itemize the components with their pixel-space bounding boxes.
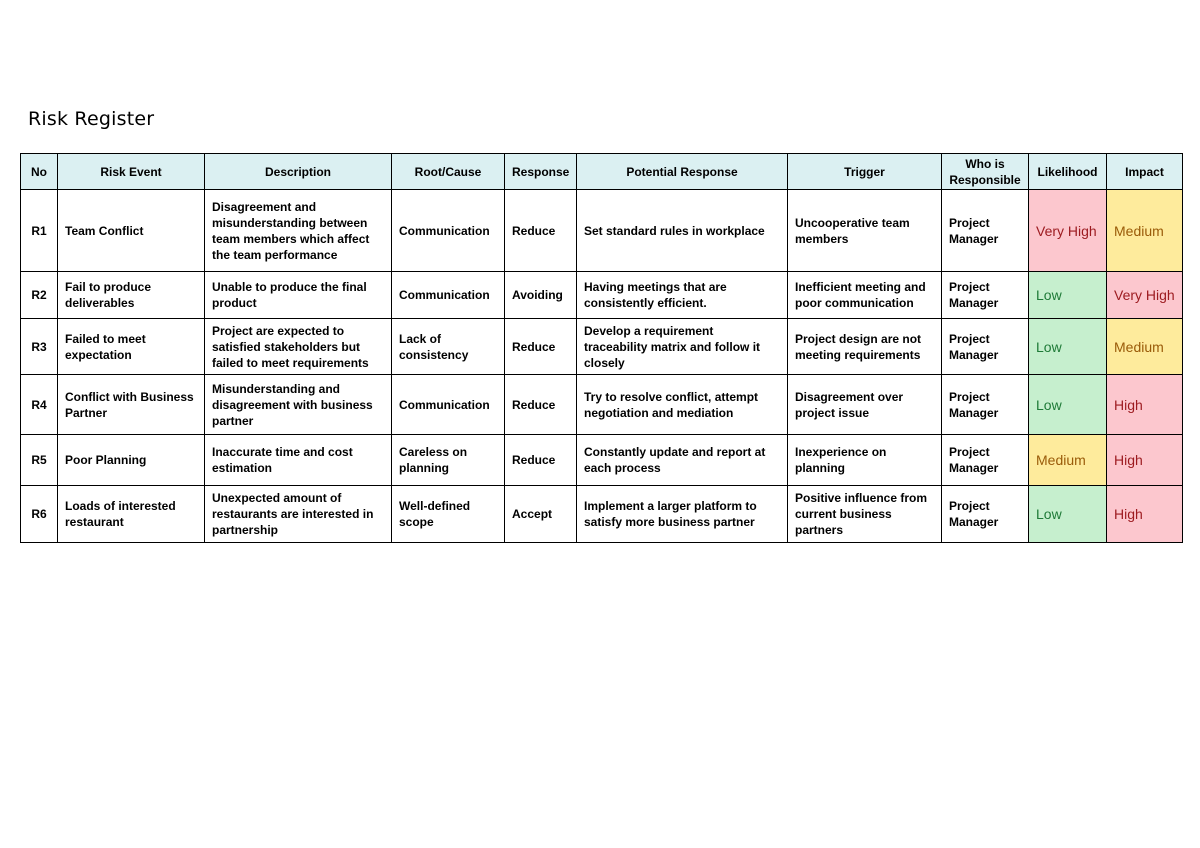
cell-risk-event: Fail to produce deliverables: [58, 272, 205, 319]
cell-trigger: Inefficient meeting and poor communication: [788, 272, 942, 319]
table-row: [21, 272, 1183, 319]
cell-no: R1: [21, 190, 58, 272]
risk-register-table: [20, 153, 1183, 543]
cell-no: R5: [21, 435, 58, 486]
cell-trigger: Uncooperative team members: [788, 190, 942, 272]
header-likelihood: Likelihood: [1029, 154, 1107, 190]
cell-potential-response: Set standard rules in workplace: [577, 190, 788, 272]
cell-no: R4: [21, 375, 58, 435]
cell-impact: High: [1107, 486, 1183, 543]
header-row: [21, 154, 1183, 190]
cell-response: Reduce: [505, 319, 577, 375]
cell-who-responsible: Project Manager: [942, 486, 1029, 543]
cell-who-responsible: Project Manager: [942, 435, 1029, 486]
cell-impact: Medium: [1107, 190, 1183, 272]
page-title: Risk Register: [28, 108, 155, 130]
cell-no: R2: [21, 272, 58, 319]
table-row: [21, 486, 1183, 543]
header-trigger: Trigger: [788, 154, 942, 190]
cell-description: Misunderstanding and disagreement with business partner: [205, 375, 392, 435]
cell-impact: Medium: [1107, 319, 1183, 375]
cell-potential-response: Try to resolve conflict, attempt negotiation and mediation: [577, 375, 788, 435]
cell-risk-event: Team Conflict: [58, 190, 205, 272]
header-root-cause: Root/Cause: [392, 154, 505, 190]
cell-likelihood: Low: [1029, 319, 1107, 375]
cell-response: Accept: [505, 486, 577, 543]
table-row: [21, 319, 1183, 375]
cell-likelihood: Low: [1029, 272, 1107, 319]
cell-who-responsible: Project Manager: [942, 319, 1029, 375]
header-description: Description: [205, 154, 392, 190]
cell-no: R6: [21, 486, 58, 543]
cell-who-responsible: Project Manager: [942, 272, 1029, 319]
cell-root-cause: Well-defined scope: [392, 486, 505, 543]
header-who-responsible: Who is Responsible: [942, 154, 1029, 190]
cell-root-cause: Communication: [392, 375, 505, 435]
cell-risk-event: Poor Planning: [58, 435, 205, 486]
cell-description: Project are expected to satisfied stakeholders but failed to meet requirements: [205, 319, 392, 375]
header-risk-event: Risk Event: [58, 154, 205, 190]
cell-potential-response: Implement a larger platform to satisfy more business partner: [577, 486, 788, 543]
header-response: Response: [505, 154, 577, 190]
cell-trigger: Positive influence from current business partners: [788, 486, 942, 543]
cell-description: Disagreement and misunderstanding between team members which affect the team performance: [205, 190, 392, 272]
cell-root-cause: Careless on planning: [392, 435, 505, 486]
header-no: No: [21, 154, 58, 190]
cell-risk-event: Loads of interested restaurant: [58, 486, 205, 543]
cell-trigger: Project design are not meeting requirements: [788, 319, 942, 375]
cell-who-responsible: Project Manager: [942, 375, 1029, 435]
cell-description: Unable to produce the final product: [205, 272, 392, 319]
cell-potential-response: Constantly update and report at each process: [577, 435, 788, 486]
cell-impact: Very High: [1107, 272, 1183, 319]
cell-trigger: Disagreement over project issue: [788, 375, 942, 435]
cell-likelihood: Low: [1029, 486, 1107, 543]
cell-root-cause: Communication: [392, 190, 505, 272]
cell-root-cause: Lack of consistency: [392, 319, 505, 375]
table-row: [21, 435, 1183, 486]
cell-risk-event: Failed to meet expectation: [58, 319, 205, 375]
header-impact: Impact: [1107, 154, 1183, 190]
cell-potential-response: Develop a requirement traceability matrix and follow it closely: [577, 319, 788, 375]
cell-likelihood: Very High: [1029, 190, 1107, 272]
cell-impact: High: [1107, 375, 1183, 435]
cell-description: Inaccurate time and cost estimation: [205, 435, 392, 486]
cell-response: Avoiding: [505, 272, 577, 319]
cell-impact: High: [1107, 435, 1183, 486]
cell-likelihood: Medium: [1029, 435, 1107, 486]
cell-who-responsible: Project Manager: [942, 190, 1029, 272]
cell-no: R3: [21, 319, 58, 375]
cell-root-cause: Communication: [392, 272, 505, 319]
table-row: [21, 375, 1183, 435]
cell-description: Unexpected amount of restaurants are interested in partnership: [205, 486, 392, 543]
cell-response: Reduce: [505, 190, 577, 272]
table-row: [21, 190, 1183, 272]
cell-risk-event: Conflict with Business Partner: [58, 375, 205, 435]
cell-likelihood: Low: [1029, 375, 1107, 435]
cell-potential-response: Having meetings that are consistently efficient.: [577, 272, 788, 319]
cell-trigger: Inexperience on planning: [788, 435, 942, 486]
cell-response: Reduce: [505, 375, 577, 435]
cell-response: Reduce: [505, 435, 577, 486]
header-potential-response: Potential Response: [577, 154, 788, 190]
